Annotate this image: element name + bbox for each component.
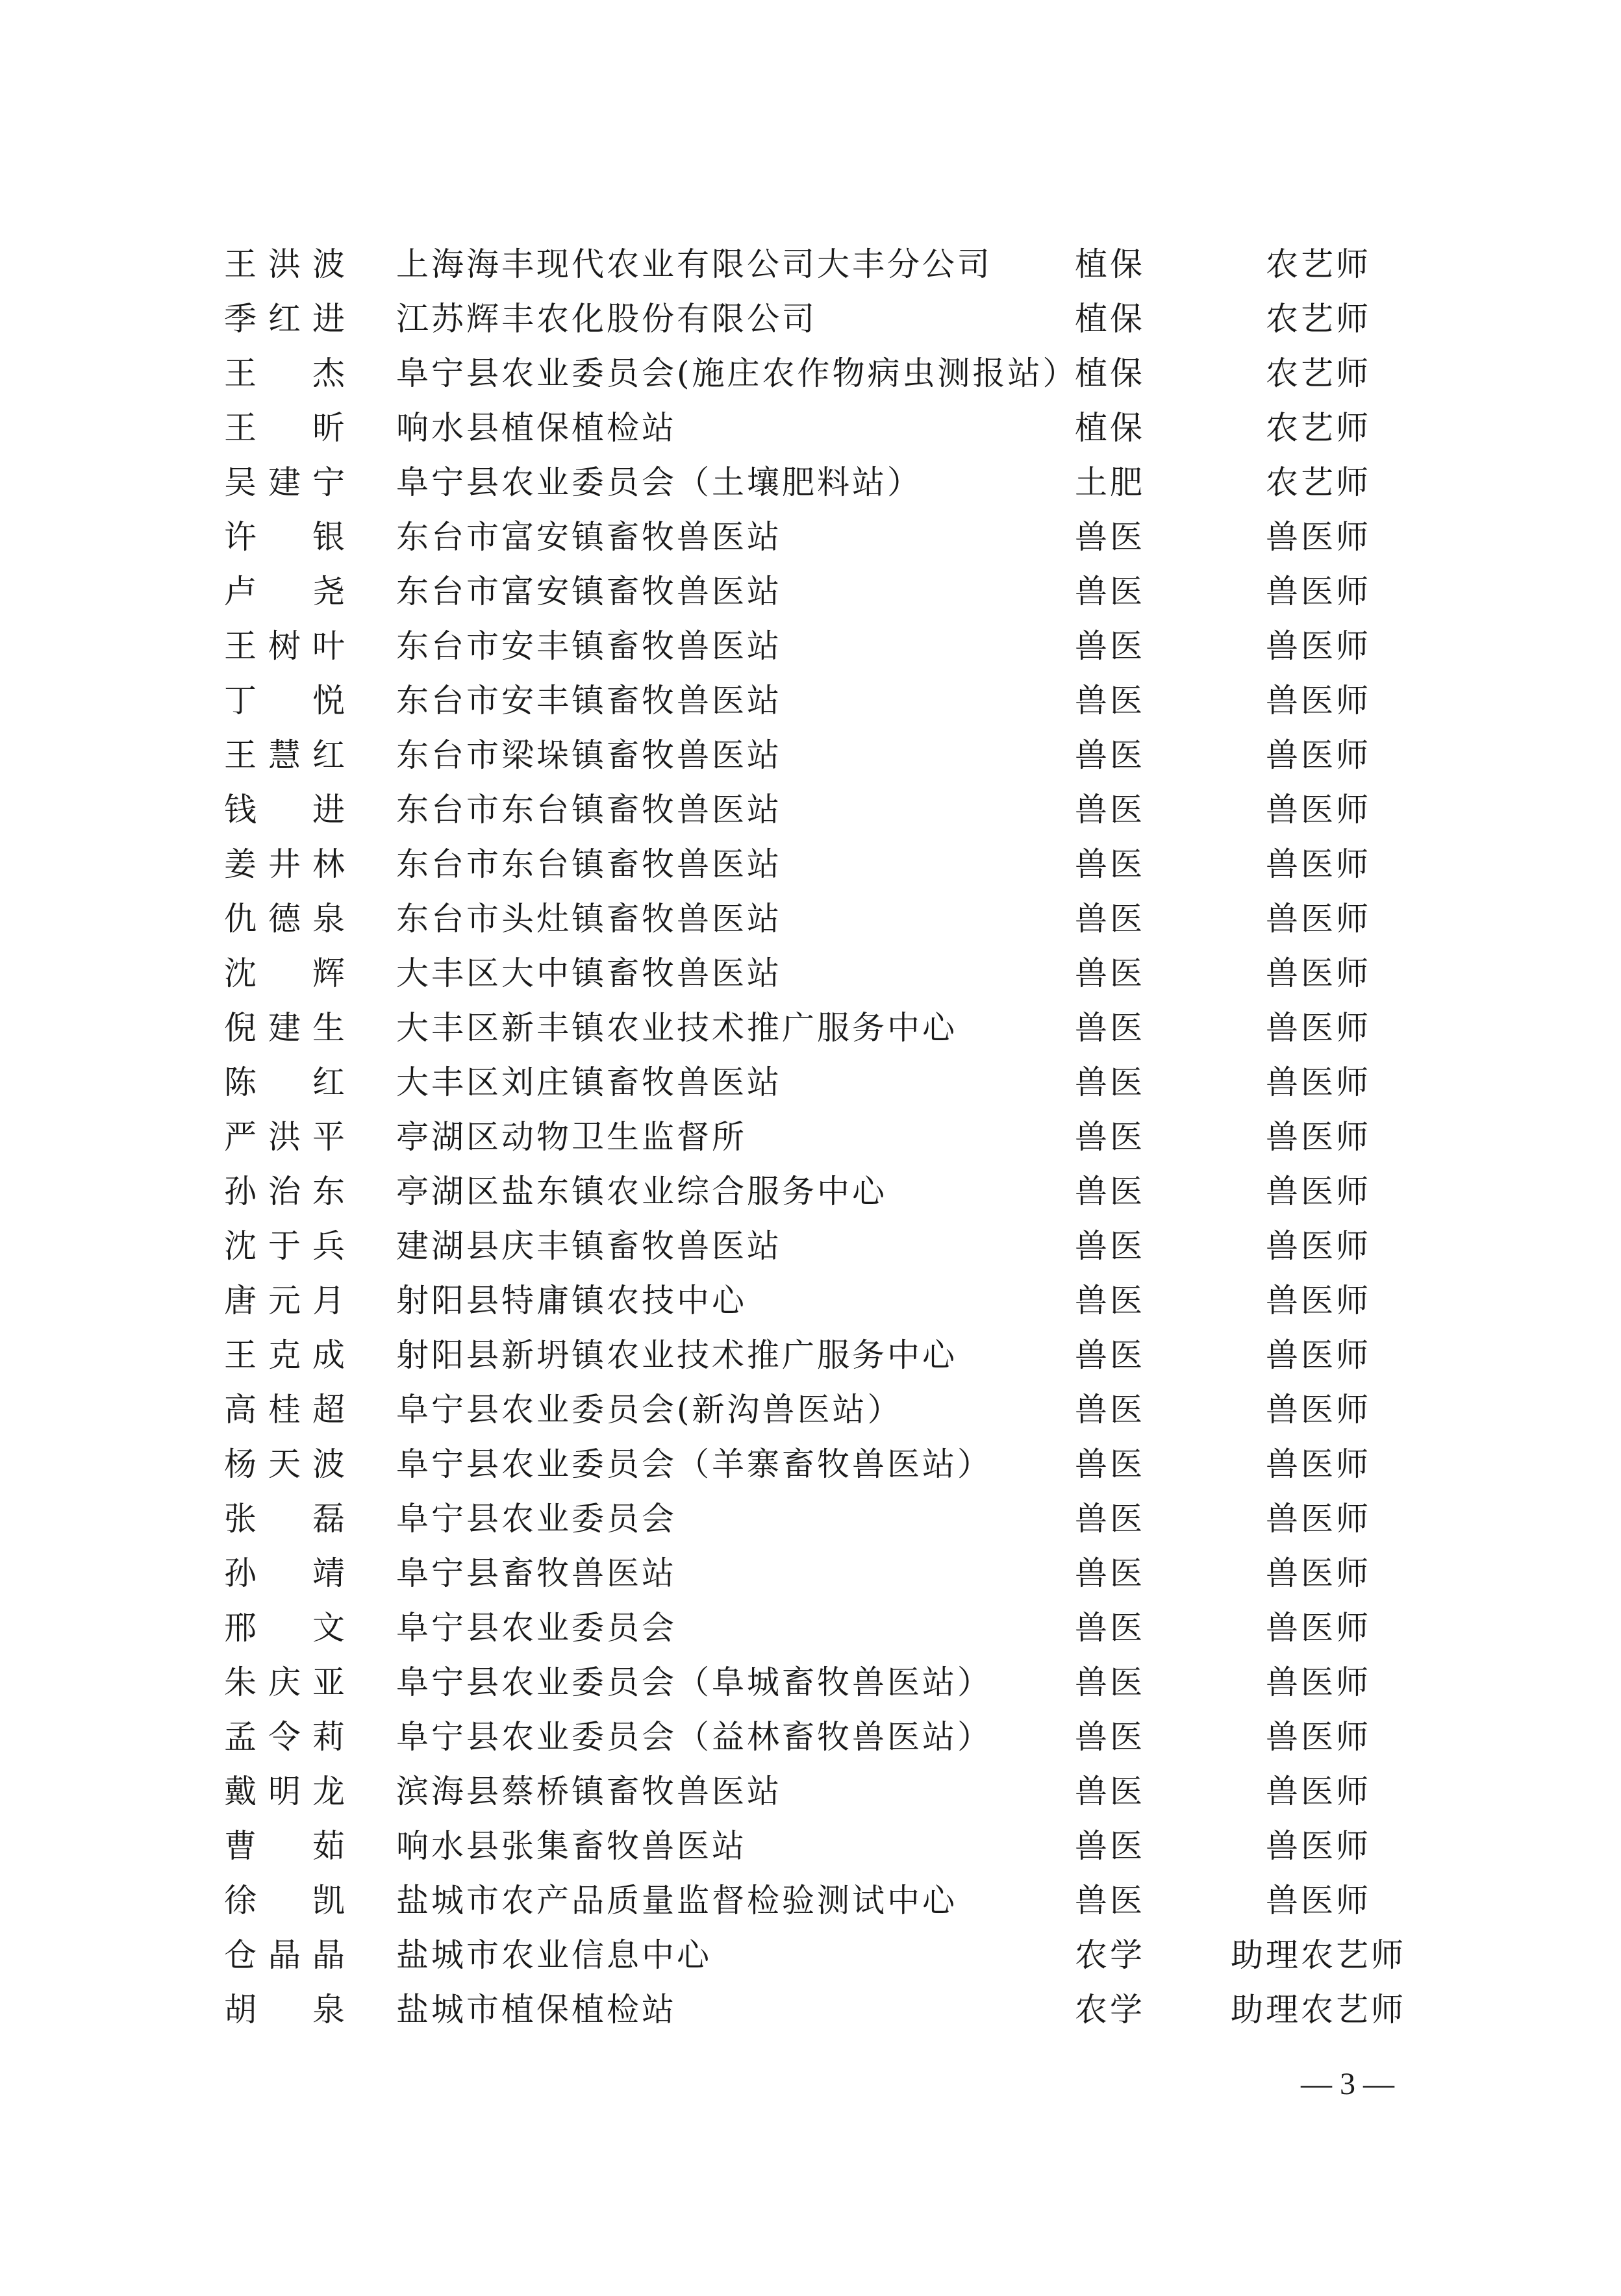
person-name: 胡 泉 xyxy=(224,1991,347,2028)
major: 植保 xyxy=(1075,245,1145,283)
professional-title: 兽医师 xyxy=(1266,736,1371,774)
professional-title: 兽医师 xyxy=(1266,900,1371,938)
major: 兽医 xyxy=(1075,627,1145,665)
professional-title: 兽医师 xyxy=(1266,1500,1371,1538)
list-row xyxy=(0,892,1621,946)
list-row xyxy=(0,1273,1621,1328)
organization: 响水县植保植检站 xyxy=(396,409,677,447)
major: 兽医 xyxy=(1075,518,1145,556)
organization: 盐城市农业信息中心 xyxy=(396,1936,712,1974)
person-name: 高桂超 xyxy=(224,1391,347,1429)
organization: 响水县张集畜牧兽医站 xyxy=(396,1827,747,1865)
major: 土肥 xyxy=(1075,464,1145,501)
person-name: 仇德泉 xyxy=(224,900,347,938)
organization: 东台市东台镇畜牧兽医站 xyxy=(396,845,782,883)
professional-title: 助理农艺师 xyxy=(1231,1936,1406,1974)
major: 兽医 xyxy=(1075,1391,1145,1429)
organization: 盐城市农产品质量监督检验测试中心 xyxy=(396,1882,957,1919)
list-row xyxy=(0,1055,1621,1110)
organization: 阜宁县农业委员会（土壤肥料站） xyxy=(396,464,922,501)
professional-title: 兽医师 xyxy=(1266,627,1371,665)
list-row xyxy=(0,455,1621,510)
major: 兽医 xyxy=(1075,1664,1145,1701)
person-name: 朱庆亚 xyxy=(224,1664,347,1701)
organization: 大丰区刘庄镇畜牧兽医站 xyxy=(396,1064,782,1101)
person-name: 王洪波 xyxy=(224,245,347,283)
person-name: 姜井林 xyxy=(224,845,347,883)
major: 兽医 xyxy=(1075,1609,1145,1647)
person-name: 王树叶 xyxy=(224,627,347,665)
major: 兽医 xyxy=(1075,736,1145,774)
organization: 射阳县新坍镇农业技术推广服务中心 xyxy=(396,1336,957,1374)
professional-title: 农艺师 xyxy=(1266,245,1371,283)
person-name: 钱 进 xyxy=(224,791,347,829)
organization: 亭湖区盐东镇农业综合服务中心 xyxy=(396,1173,887,1210)
person-name: 沈于兵 xyxy=(224,1227,347,1265)
professional-title: 兽医师 xyxy=(1266,1336,1371,1374)
professional-title: 兽医师 xyxy=(1266,955,1371,992)
person-name: 卢 尧 xyxy=(224,573,347,610)
organization: 射阳县特庸镇农技中心 xyxy=(396,1282,747,1319)
major: 兽医 xyxy=(1075,900,1145,938)
list-row xyxy=(0,1382,1621,1437)
major: 兽医 xyxy=(1075,1500,1145,1538)
major: 兽医 xyxy=(1075,573,1145,610)
professional-title: 兽医师 xyxy=(1266,1609,1371,1647)
person-name: 邢 文 xyxy=(224,1609,347,1647)
professional-title: 农艺师 xyxy=(1266,355,1371,392)
person-name: 丁 悦 xyxy=(224,682,347,719)
person-name: 张 磊 xyxy=(224,1500,347,1538)
person-name: 孟令莉 xyxy=(224,1718,347,1756)
personnel-list xyxy=(0,237,1621,2037)
organization: 江苏辉丰农化股份有限公司 xyxy=(396,300,817,338)
organization: 阜宁县农业委员会 xyxy=(396,1500,677,1538)
major: 植保 xyxy=(1075,355,1145,392)
major: 兽医 xyxy=(1075,1118,1145,1156)
list-row xyxy=(0,401,1621,455)
person-name: 王 杰 xyxy=(224,355,347,392)
person-name: 许 银 xyxy=(224,518,347,556)
organization: 大丰区新丰镇农业技术推广服务中心 xyxy=(396,1009,957,1047)
list-row xyxy=(0,1655,1621,1710)
list-row xyxy=(0,1001,1621,1055)
professional-title: 兽医师 xyxy=(1266,1009,1371,1047)
list-row xyxy=(0,1110,1621,1164)
organization: 阜宁县农业委员会（阜城畜牧兽医站） xyxy=(396,1664,992,1701)
page-number: — 3 — xyxy=(1301,2067,1394,2101)
list-row xyxy=(0,837,1621,892)
professional-title: 兽医师 xyxy=(1266,1445,1371,1483)
professional-title: 农艺师 xyxy=(1266,300,1371,338)
person-name: 王 昕 xyxy=(224,409,347,447)
list-row xyxy=(0,510,1621,564)
professional-title: 兽医师 xyxy=(1266,1064,1371,1101)
major: 兽医 xyxy=(1075,1554,1145,1592)
organization: 亭湖区动物卫生监督所 xyxy=(396,1118,747,1156)
organization: 东台市梁垛镇畜牧兽医站 xyxy=(396,736,782,774)
list-row xyxy=(0,1164,1621,1219)
professional-title: 兽医师 xyxy=(1266,1718,1371,1756)
professional-title: 兽医师 xyxy=(1266,1882,1371,1919)
professional-title: 兽医师 xyxy=(1266,518,1371,556)
professional-title: 兽医师 xyxy=(1266,1282,1371,1319)
person-name: 徐 凯 xyxy=(224,1882,347,1919)
list-row xyxy=(0,1710,1621,1764)
major: 兽医 xyxy=(1075,1227,1145,1265)
person-name: 严洪平 xyxy=(224,1118,347,1156)
professional-title: 助理农艺师 xyxy=(1231,1991,1406,2028)
organization: 滨海县蔡桥镇畜牧兽医站 xyxy=(396,1773,782,1810)
list-row xyxy=(0,1219,1621,1273)
list-row xyxy=(0,728,1621,782)
organization: 上海海丰现代农业有限公司大丰分公司 xyxy=(396,245,992,283)
list-row xyxy=(0,1601,1621,1655)
person-name: 王克成 xyxy=(224,1336,347,1374)
person-name: 仓晶晶 xyxy=(224,1936,347,1974)
organization: 东台市富安镇畜牧兽医站 xyxy=(396,518,782,556)
person-name: 王慧红 xyxy=(224,736,347,774)
professional-title: 兽医师 xyxy=(1266,1227,1371,1265)
professional-title: 兽医师 xyxy=(1266,1827,1371,1865)
professional-title: 农艺师 xyxy=(1266,409,1371,447)
professional-title: 兽医师 xyxy=(1266,1118,1371,1156)
list-row xyxy=(0,782,1621,837)
major: 兽医 xyxy=(1075,1827,1145,1865)
professional-title: 兽医师 xyxy=(1266,1391,1371,1429)
person-name: 季红进 xyxy=(224,300,347,338)
professional-title: 兽医师 xyxy=(1266,682,1371,719)
organization: 东台市安丰镇畜牧兽医站 xyxy=(396,627,782,665)
person-name: 杨天波 xyxy=(224,1445,347,1483)
list-row xyxy=(0,619,1621,673)
professional-title: 兽医师 xyxy=(1266,791,1371,829)
list-row xyxy=(0,1328,1621,1382)
person-name: 沈 辉 xyxy=(224,955,347,992)
organization: 阜宁县农业委员会（益林畜牧兽医站） xyxy=(396,1718,992,1756)
person-name: 唐元月 xyxy=(224,1282,347,1319)
person-name: 倪建生 xyxy=(224,1009,347,1047)
organization: 东台市东台镇畜牧兽医站 xyxy=(396,791,782,829)
organization: 建湖县庆丰镇畜牧兽医站 xyxy=(396,1227,782,1265)
organization: 东台市头灶镇畜牧兽医站 xyxy=(396,900,782,938)
major: 植保 xyxy=(1075,409,1145,447)
organization: 阜宁县农业委员会(新沟兽医站） xyxy=(396,1391,903,1429)
person-name: 陈 红 xyxy=(224,1064,347,1101)
major: 兽医 xyxy=(1075,1718,1145,1756)
professional-title: 兽医师 xyxy=(1266,573,1371,610)
organization: 大丰区大中镇畜牧兽医站 xyxy=(396,955,782,992)
organization: 盐城市植保植检站 xyxy=(396,1991,677,2028)
major: 兽医 xyxy=(1075,1445,1145,1483)
major: 兽医 xyxy=(1075,955,1145,992)
professional-title: 兽医师 xyxy=(1266,845,1371,883)
person-name: 曹 茹 xyxy=(224,1827,347,1865)
person-name: 孙治东 xyxy=(224,1173,347,1210)
list-row xyxy=(0,1819,1621,1873)
professional-title: 兽医师 xyxy=(1266,1554,1371,1592)
organization: 东台市富安镇畜牧兽医站 xyxy=(396,573,782,610)
major: 兽医 xyxy=(1075,1009,1145,1047)
list-row xyxy=(0,673,1621,728)
professional-title: 兽医师 xyxy=(1266,1773,1371,1810)
list-row xyxy=(0,1491,1621,1546)
list-row xyxy=(0,1437,1621,1491)
list-row xyxy=(0,346,1621,401)
organization: 阜宁县农业委员会(施庄农作物病虫测报站） xyxy=(396,355,1078,392)
major: 兽医 xyxy=(1075,1173,1145,1210)
professional-title: 兽医师 xyxy=(1266,1664,1371,1701)
list-row xyxy=(0,1928,1621,1982)
person-name: 吴建宁 xyxy=(224,464,347,501)
major: 农学 xyxy=(1075,1991,1145,2028)
major: 兽医 xyxy=(1075,1336,1145,1374)
person-name: 戴明龙 xyxy=(224,1773,347,1810)
list-row xyxy=(0,564,1621,619)
organization: 阜宁县农业委员会 xyxy=(396,1609,677,1647)
list-row xyxy=(0,292,1621,346)
list-row xyxy=(0,1873,1621,1928)
major: 兽医 xyxy=(1075,1064,1145,1101)
organization: 阜宁县农业委员会（羊寨畜牧兽医站） xyxy=(396,1445,992,1483)
major: 兽医 xyxy=(1075,1882,1145,1919)
major: 兽医 xyxy=(1075,1282,1145,1319)
major: 植保 xyxy=(1075,300,1145,338)
professional-title: 兽医师 xyxy=(1266,1173,1371,1210)
list-row xyxy=(0,946,1621,1001)
organization: 东台市安丰镇畜牧兽医站 xyxy=(396,682,782,719)
list-row xyxy=(0,1764,1621,1819)
major: 兽医 xyxy=(1075,1773,1145,1810)
major: 兽医 xyxy=(1075,791,1145,829)
major: 兽医 xyxy=(1075,845,1145,883)
list-row xyxy=(0,1982,1621,2037)
major: 农学 xyxy=(1075,1936,1145,1974)
professional-title: 农艺师 xyxy=(1266,464,1371,501)
organization: 阜宁县畜牧兽医站 xyxy=(396,1554,677,1592)
list-row xyxy=(0,237,1621,292)
list-row xyxy=(0,1546,1621,1601)
major: 兽医 xyxy=(1075,682,1145,719)
person-name: 孙 靖 xyxy=(224,1554,347,1592)
